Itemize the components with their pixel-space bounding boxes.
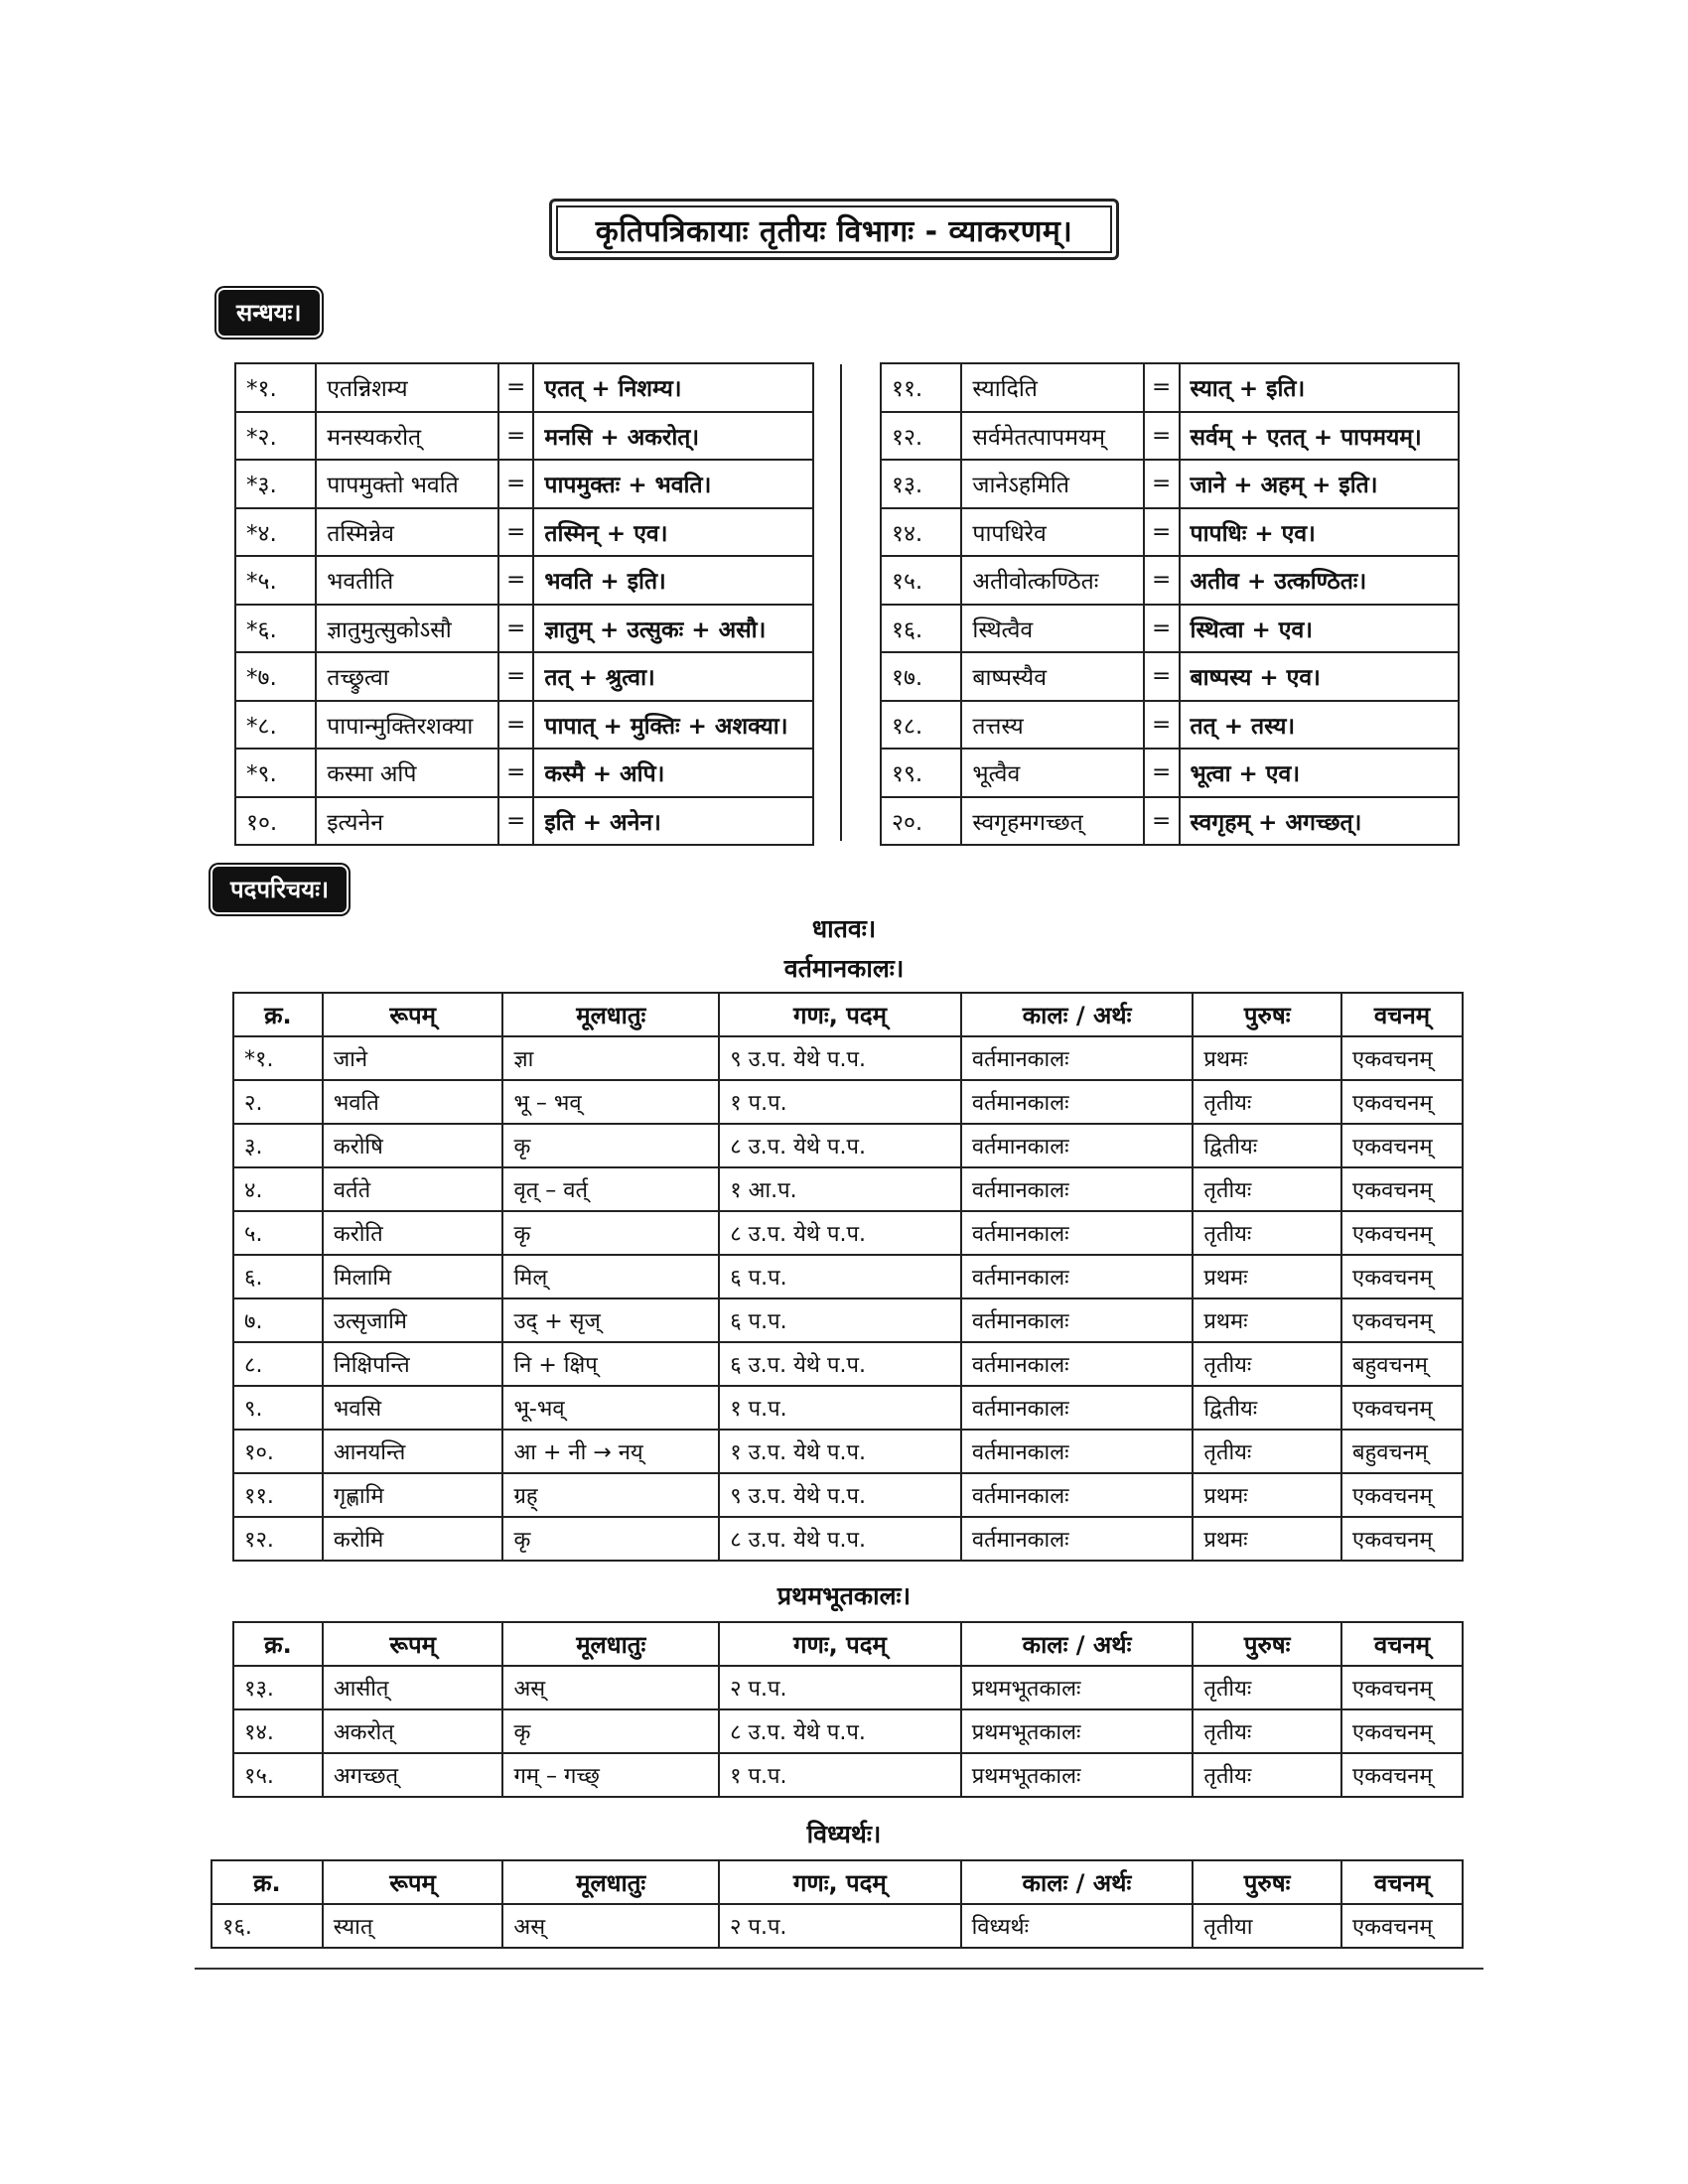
sandhi-split: भवति + इति। xyxy=(533,556,813,605)
table-row xyxy=(233,1473,1463,1517)
page-title-box xyxy=(549,199,1119,260)
sandhi-number: *२. xyxy=(235,412,316,461)
table-row xyxy=(233,1211,1463,1255)
column-header: गणः, पदम् xyxy=(719,1860,961,1904)
column-header: रूपम् xyxy=(323,993,503,1036)
sandhi-split: भूत्वा + एव। xyxy=(1180,749,1459,797)
dhatavah-heading: धातवः। xyxy=(811,914,877,943)
sandhi-row xyxy=(881,363,1459,412)
number-cell: एकवचनम् xyxy=(1341,1666,1463,1709)
serial-cell: १३. xyxy=(233,1666,323,1709)
column-header: पुरुषः xyxy=(1193,993,1341,1036)
column-header: वचनम् xyxy=(1341,993,1463,1036)
sandhi-number: १६. xyxy=(881,605,961,653)
sandhi-equals: = xyxy=(498,605,534,653)
root-cell: कृ xyxy=(502,1517,719,1561)
person-cell: प्रथमः xyxy=(1193,1255,1341,1298)
column-header: मूलधातुः xyxy=(502,1622,719,1666)
number-cell: एकवचनम् xyxy=(1341,1386,1463,1430)
sandhi-split: पापमुक्तः + भवति। xyxy=(533,460,813,508)
column-header: मूलधातुः xyxy=(502,993,719,1036)
form-cell: अकरोत् xyxy=(323,1709,503,1753)
number-cell: एकवचनम् xyxy=(1341,1167,1463,1211)
person-cell: तृतीयः xyxy=(1193,1666,1341,1709)
sandhi-word: स्वगृहमगच्छत् xyxy=(961,797,1143,846)
sandhi-row xyxy=(881,749,1459,797)
form-cell: करोषि xyxy=(323,1124,503,1167)
person-cell: तृतीयः xyxy=(1193,1167,1341,1211)
form-cell: जाने xyxy=(323,1036,503,1080)
number-cell: एकवचनम् xyxy=(1341,1255,1463,1298)
sandhi-equals: = xyxy=(498,701,534,750)
sandhi-equals: = xyxy=(498,363,534,412)
sandhi-row xyxy=(235,556,813,605)
root-cell: कृ xyxy=(502,1211,719,1255)
tense-cell: वर्तमानकालः xyxy=(961,1167,1194,1211)
gana-pada-cell: ६ उ.प. येथे प.प. xyxy=(719,1342,961,1386)
sandhi-equals: = xyxy=(498,797,534,846)
root-cell: ज्ञा xyxy=(502,1036,719,1080)
sandhi-equals: = xyxy=(498,749,534,797)
tense-cell: वर्तमानकालः xyxy=(961,1342,1194,1386)
form-cell: मिलामि xyxy=(323,1255,503,1298)
sandhi-split: तत् + तस्य। xyxy=(1180,701,1459,750)
sandhi-word: बाष्पस्यैव xyxy=(961,652,1143,701)
sandhi-equals: = xyxy=(1144,749,1180,797)
sandhi-row xyxy=(235,652,813,701)
tense-cell: प्रथमभूतकालः xyxy=(961,1753,1194,1797)
sandhi-number: *८. xyxy=(235,701,316,750)
sandhi-split: सर्वम् + एतत् + पापमयम्। xyxy=(1180,412,1459,461)
serial-cell: ११. xyxy=(233,1473,323,1517)
number-cell: एकवचनम् xyxy=(1341,1904,1463,1948)
tense-cell: वर्तमानकालः xyxy=(961,1386,1194,1430)
sandhi-divider xyxy=(840,364,842,841)
number-cell: एकवचनम् xyxy=(1341,1080,1463,1124)
serial-cell: ६. xyxy=(233,1255,323,1298)
person-cell: प्रथमः xyxy=(1193,1298,1341,1342)
sandhi-number: १२. xyxy=(881,412,961,461)
sandhi-word: स्थित्वैव xyxy=(961,605,1143,653)
sandhi-split: तत् + श्रुत्वा। xyxy=(533,652,813,701)
form-cell: आनयन्ति xyxy=(323,1430,503,1473)
sandhi-table-right xyxy=(880,362,1460,846)
sandhi-word: कस्मा अपि xyxy=(316,749,498,797)
root-cell: उद् + सृज् xyxy=(502,1298,719,1342)
sandhi-row xyxy=(235,749,813,797)
sandhi-number: *४. xyxy=(235,508,316,557)
number-cell: बहुवचनम् xyxy=(1341,1430,1463,1473)
tense-cell: वर्तमानकालः xyxy=(961,1430,1194,1473)
gana-pada-cell: ६ प.प. xyxy=(719,1298,961,1342)
table-row xyxy=(233,1080,1463,1124)
sandhi-table-left xyxy=(234,362,814,846)
sandhi-split: पापात् + मुक्तिः + अशक्या। xyxy=(533,701,813,750)
vidhyartha-table xyxy=(211,1859,1464,1949)
sandhi-split: तस्मिन् + एव। xyxy=(533,508,813,557)
sandhi-word: पापधिरेव xyxy=(961,508,1143,557)
gana-pada-cell: ८ उ.प. येथे प.प. xyxy=(719,1709,961,1753)
sandhi-number: *५. xyxy=(235,556,316,605)
sandhi-word: तच्छ्रुत्वा xyxy=(316,652,498,701)
table-row xyxy=(233,1386,1463,1430)
sandhi-word: स्यादिति xyxy=(961,363,1143,412)
sandhi-word: सर्वमेतत्पापमयम् xyxy=(961,412,1143,461)
sandhi-row xyxy=(881,605,1459,653)
number-cell: एकवचनम् xyxy=(1341,1211,1463,1255)
person-cell: तृतीयः xyxy=(1193,1342,1341,1386)
table-row xyxy=(233,1255,1463,1298)
sandhi-number: *६. xyxy=(235,605,316,653)
sandhi-row xyxy=(881,508,1459,557)
sandhi-equals: = xyxy=(1144,797,1180,846)
sandhi-split: पापधिः + एव। xyxy=(1180,508,1459,557)
form-cell: करोमि xyxy=(323,1517,503,1561)
padaparichay-heading-badge: पदपरिचयः। xyxy=(212,867,347,912)
sandhi-number: *३. xyxy=(235,460,316,508)
sandhi-word: इत्यनेन xyxy=(316,797,498,846)
sandhi-word: अतीवोत्कण्ठितः xyxy=(961,556,1143,605)
number-cell: बहुवचनम् xyxy=(1341,1342,1463,1386)
number-cell: एकवचनम् xyxy=(1341,1753,1463,1797)
sandhi-row xyxy=(881,412,1459,461)
sandhi-equals: = xyxy=(498,460,534,508)
sandhi-equals: = xyxy=(498,556,534,605)
gana-pada-cell: ८ उ.प. येथे प.प. xyxy=(719,1124,961,1167)
sandhi-number: १७. xyxy=(881,652,961,701)
sandhi-split: ज्ञातुम् + उत्सुकः + असौ। xyxy=(533,605,813,653)
table-row xyxy=(233,1124,1463,1167)
number-cell: एकवचनम् xyxy=(1341,1473,1463,1517)
column-header: कालः / अर्थः xyxy=(961,993,1194,1036)
sandhi-row xyxy=(881,797,1459,846)
gana-pada-cell: ६ प.प. xyxy=(719,1255,961,1298)
sandhi-number: १९. xyxy=(881,749,961,797)
form-cell: वर्तते xyxy=(323,1167,503,1211)
sandhi-row xyxy=(235,363,813,412)
sandhi-word: पापान्मुक्तिरशक्या xyxy=(316,701,498,750)
sandhi-number: *७. xyxy=(235,652,316,701)
column-header: मूलधातुः xyxy=(502,1860,719,1904)
root-cell: आ + नी → नय् xyxy=(502,1430,719,1473)
sandhi-number: *९. xyxy=(235,749,316,797)
sandhi-number: ११. xyxy=(881,363,961,412)
table-row xyxy=(233,1036,1463,1080)
number-cell: एकवचनम् xyxy=(1341,1124,1463,1167)
form-cell: अगच्छत् xyxy=(323,1753,503,1797)
tense-cell: प्रथमभूतकालः xyxy=(961,1666,1194,1709)
sandhi-row xyxy=(881,460,1459,508)
person-cell: तृतीयः xyxy=(1193,1430,1341,1473)
sandhi-split: जाने + अहम् + इति। xyxy=(1180,460,1459,508)
number-cell: एकवचनम् xyxy=(1341,1036,1463,1080)
column-header: कालः / अर्थः xyxy=(961,1860,1194,1904)
gana-pada-cell: ८ उ.प. येथे प.प. xyxy=(719,1517,961,1561)
sandhi-row xyxy=(235,605,813,653)
column-header: रूपम् xyxy=(323,1622,503,1666)
root-cell: कृ xyxy=(502,1124,719,1167)
sandhi-row xyxy=(881,652,1459,701)
sandhi-word: ज्ञातुमुत्सुकोऽसौ xyxy=(316,605,498,653)
sandhi-row xyxy=(235,508,813,557)
table-header-row xyxy=(211,1860,1463,1904)
tense-cell: वर्तमानकालः xyxy=(961,1255,1194,1298)
sandhi-split: मनसि + अकरोत्। xyxy=(533,412,813,461)
sandhi-word: तत्तस्य xyxy=(961,701,1143,750)
sandhi-split: स्वगृहम् + अगच्छत्। xyxy=(1180,797,1459,846)
person-cell: द्वितीयः xyxy=(1193,1386,1341,1430)
table-row xyxy=(233,1167,1463,1211)
column-header: वचनम् xyxy=(1341,1860,1463,1904)
form-cell: स्यात् xyxy=(323,1904,503,1948)
sandhi-word: भूत्वैव xyxy=(961,749,1143,797)
column-header: पुरुषः xyxy=(1193,1860,1341,1904)
sandhi-heading-badge: सन्धयः। xyxy=(218,290,320,336)
column-header: गणः, पदम् xyxy=(719,1622,961,1666)
gana-pada-cell: ९ उ.प. येथे प.प. xyxy=(719,1036,961,1080)
table-row xyxy=(233,1709,1463,1753)
person-cell: तृतीया xyxy=(1193,1904,1341,1948)
sandhi-split: स्यात् + इति। xyxy=(1180,363,1459,412)
sandhi-equals: = xyxy=(1144,412,1180,461)
gana-pada-cell: २ प.प. xyxy=(719,1904,961,1948)
sandhi-equals: = xyxy=(498,652,534,701)
serial-cell: ९. xyxy=(233,1386,323,1430)
root-cell: भू – भव् xyxy=(502,1080,719,1124)
sandhi-equals: = xyxy=(1144,701,1180,750)
number-cell: एकवचनम् xyxy=(1341,1298,1463,1342)
tense-cell: वर्तमानकालः xyxy=(961,1124,1194,1167)
tense-cell: विध्यर्थः xyxy=(961,1904,1194,1948)
sandhi-word: जानेऽहमिति xyxy=(961,460,1143,508)
root-cell: गम् – गच्छ् xyxy=(502,1753,719,1797)
sandhi-row xyxy=(235,412,813,461)
serial-cell: ८. xyxy=(233,1342,323,1386)
sandhi-split: बाष्पस्य + एव। xyxy=(1180,652,1459,701)
root-cell: ग्रह् xyxy=(502,1473,719,1517)
sandhi-equals: = xyxy=(1144,460,1180,508)
column-header: क्र. xyxy=(233,1622,323,1666)
column-header: वचनम् xyxy=(1341,1622,1463,1666)
sandhi-split: इति + अनेन। xyxy=(533,797,813,846)
sandhi-row xyxy=(235,797,813,846)
sandhi-word: पापमुक्तो भवति xyxy=(316,460,498,508)
tense-cell: वर्तमानकालः xyxy=(961,1517,1194,1561)
serial-cell: १४. xyxy=(233,1709,323,1753)
sandhi-split: एतत् + निशम्य। xyxy=(533,363,813,412)
tense-cell: वर्तमानकालः xyxy=(961,1080,1194,1124)
gana-pada-cell: १ प.प. xyxy=(719,1080,961,1124)
gana-pada-cell: १ आ.प. xyxy=(719,1167,961,1211)
sandhi-number: *१. xyxy=(235,363,316,412)
tense-cell: वर्तमानकालः xyxy=(961,1298,1194,1342)
vartamana-table xyxy=(232,992,1464,1562)
sandhi-split: अतीव + उत्कण्ठितः। xyxy=(1180,556,1459,605)
serial-cell: १५. xyxy=(233,1753,323,1797)
form-cell: उत्सृजामि xyxy=(323,1298,503,1342)
person-cell: तृतीयः xyxy=(1193,1753,1341,1797)
person-cell: तृतीयः xyxy=(1193,1709,1341,1753)
table-row xyxy=(233,1430,1463,1473)
vartamana-heading: वर्तमानकालः। xyxy=(783,954,905,983)
column-header: कालः / अर्थः xyxy=(961,1622,1194,1666)
serial-cell: ४. xyxy=(233,1167,323,1211)
column-header: क्र. xyxy=(211,1860,323,1904)
bhuta-table xyxy=(232,1621,1464,1798)
number-cell: एकवचनम् xyxy=(1341,1709,1463,1753)
tense-cell: वर्तमानकालः xyxy=(961,1036,1194,1080)
table-row xyxy=(233,1298,1463,1342)
tense-cell: वर्तमानकालः xyxy=(961,1211,1194,1255)
column-header: क्र. xyxy=(233,993,323,1036)
sandhi-word: एतन्निशम्य xyxy=(316,363,498,412)
column-header: गणः, पदम् xyxy=(719,993,961,1036)
form-cell: करोति xyxy=(323,1211,503,1255)
table-header-row xyxy=(233,1622,1463,1666)
person-cell: द्वितीयः xyxy=(1193,1124,1341,1167)
number-cell: एकवचनम् xyxy=(1341,1517,1463,1561)
sandhi-row xyxy=(881,701,1459,750)
table-row xyxy=(233,1342,1463,1386)
sandhi-number: १०. xyxy=(235,797,316,846)
gana-pada-cell: २ प.प. xyxy=(719,1666,961,1709)
serial-cell: १०. xyxy=(233,1430,323,1473)
gana-pada-cell: ९ उ.प. येथे प.प. xyxy=(719,1473,961,1517)
person-cell: प्रथमः xyxy=(1193,1517,1341,1561)
root-cell: मिल् xyxy=(502,1255,719,1298)
sandhi-equals: = xyxy=(498,412,534,461)
sandhi-split: स्थित्वा + एव। xyxy=(1180,605,1459,653)
sandhi-equals: = xyxy=(498,508,534,557)
sandhi-equals: = xyxy=(1144,556,1180,605)
root-cell: नि + क्षिप् xyxy=(502,1342,719,1386)
serial-cell: ७. xyxy=(233,1298,323,1342)
sandhi-number: १४. xyxy=(881,508,961,557)
sandhi-equals: = xyxy=(1144,508,1180,557)
gana-pada-cell: १ उ.प. येथे प.प. xyxy=(719,1430,961,1473)
root-cell: अस् xyxy=(502,1904,719,1948)
table-header-row xyxy=(233,993,1463,1036)
sandhi-row xyxy=(235,701,813,750)
serial-cell: १२. xyxy=(233,1517,323,1561)
serial-cell: *१. xyxy=(233,1036,323,1080)
person-cell: प्रथमः xyxy=(1193,1473,1341,1517)
sandhi-equals: = xyxy=(1144,363,1180,412)
bhuta-heading: प्रथमभूतकालः। xyxy=(776,1581,912,1610)
sandhi-equals: = xyxy=(1144,652,1180,701)
person-cell: तृतीयः xyxy=(1193,1080,1341,1124)
sandhi-word: मनस्यकरोत् xyxy=(316,412,498,461)
table-row xyxy=(211,1904,1463,1948)
gana-pada-cell: ८ उ.प. येथे प.प. xyxy=(719,1211,961,1255)
gana-pada-cell: १ प.प. xyxy=(719,1753,961,1797)
serial-cell: १६. xyxy=(211,1904,323,1948)
vidhyartha-heading: विध्यर्थः। xyxy=(806,1820,882,1848)
sandhi-word: तस्मिन्नेव xyxy=(316,508,498,557)
root-cell: भू-भव् xyxy=(502,1386,719,1430)
sandhi-row xyxy=(881,556,1459,605)
sandhi-split: कस्मै + अपि। xyxy=(533,749,813,797)
root-cell: अस् xyxy=(502,1666,719,1709)
table-row xyxy=(233,1753,1463,1797)
sandhi-word: भवतीति xyxy=(316,556,498,605)
person-cell: तृतीयः xyxy=(1193,1211,1341,1255)
column-header: रूपम् xyxy=(323,1860,503,1904)
sandhi-number: १५. xyxy=(881,556,961,605)
serial-cell: २. xyxy=(233,1080,323,1124)
table-row xyxy=(233,1666,1463,1709)
person-cell: प्रथमः xyxy=(1193,1036,1341,1080)
form-cell: निक्षिपन्ति xyxy=(323,1342,503,1386)
serial-cell: ३. xyxy=(233,1124,323,1167)
form-cell: गृह्णामि xyxy=(323,1473,503,1517)
form-cell: भवसि xyxy=(323,1386,503,1430)
sandhi-row xyxy=(235,460,813,508)
root-cell: वृत् – वर्त् xyxy=(502,1167,719,1211)
sandhi-equals: = xyxy=(1144,605,1180,653)
form-cell: आसीत् xyxy=(323,1666,503,1709)
bottom-rule xyxy=(195,1968,1483,1970)
serial-cell: ५. xyxy=(233,1211,323,1255)
column-header: पुरुषः xyxy=(1193,1622,1341,1666)
tense-cell: प्रथमभूतकालः xyxy=(961,1709,1194,1753)
gana-pada-cell: १ प.प. xyxy=(719,1386,961,1430)
sandhi-number: १८. xyxy=(881,701,961,750)
tense-cell: वर्तमानकालः xyxy=(961,1473,1194,1517)
table-row xyxy=(233,1517,1463,1561)
form-cell: भवति xyxy=(323,1080,503,1124)
sandhi-number: २०. xyxy=(881,797,961,846)
page-title: कृतिपत्रिकायाः तृतीयः विभागः - व्याकरणम्। xyxy=(595,213,1073,249)
root-cell: कृ xyxy=(502,1709,719,1753)
sandhi-number: १३. xyxy=(881,460,961,508)
